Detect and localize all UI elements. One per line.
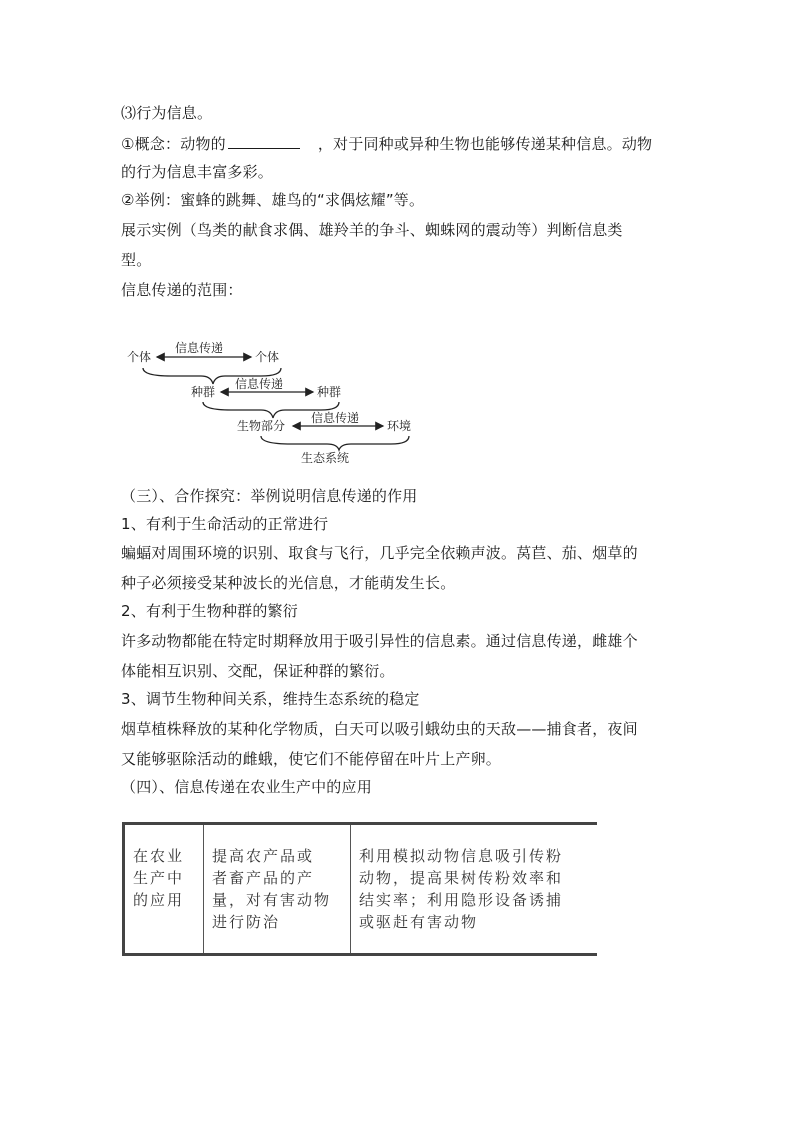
- point-1-heading: 1、有利于生命活动的正常进行: [121, 515, 329, 533]
- transfer-label-3: 信息传递: [311, 411, 360, 425]
- section-four-heading: （四）、信息传递在农业生产中的应用: [121, 778, 372, 796]
- application-table: [122, 822, 597, 956]
- example-line: ②举例：蜜蜂的跳舞、雄鸟的“求偶炫耀”等。: [121, 191, 425, 209]
- concept-line: [121, 134, 652, 154]
- individual-right-label: 个体: [255, 350, 280, 364]
- biological-part-label: 生物部分: [237, 419, 286, 433]
- point-2-text-line-1: 许多动物都能在特定时期释放用于吸引异性的信息素。通过信息传递，雌雄个: [121, 632, 638, 650]
- point-3-heading: 3、调节生物种间关系，维持生态系统的稳定: [121, 690, 420, 708]
- transfer-label-2: 信息传递: [235, 377, 284, 391]
- ecosystem-label: 生态系统: [301, 451, 350, 465]
- show-example-continuation: 型。: [121, 251, 152, 269]
- concept-continuation: 的行为信息丰富多彩。: [121, 163, 274, 181]
- concept-label: ①概念：动物的: [121, 135, 226, 153]
- table-cell-purpose: 提高农产品或 者畜产品的产 量，对有害动物 进行防治: [204, 824, 351, 955]
- environment-label: 环境: [387, 419, 412, 433]
- show-example-line: 展示实例（鸟类的献食求偶、雄羚羊的争斗、蜘蛛网的震动等）判断信息类: [121, 221, 623, 239]
- brace-3: [261, 436, 409, 450]
- population-left-label: 种群: [191, 385, 216, 399]
- table-row: [124, 824, 598, 955]
- transfer-label-1: 信息传递: [175, 341, 224, 355]
- point-2-heading: 2、有利于生物种群的繁衍: [121, 602, 298, 620]
- population-right-label: 种群: [317, 385, 342, 399]
- point-2-text-line-2: 体能相互识别、交配，保证种群的繁衍。: [121, 662, 395, 680]
- individual-left-label: 个体: [127, 350, 152, 364]
- fill-in-blank[interactable]: [228, 134, 300, 149]
- agriculture-application-table: [122, 822, 597, 958]
- point-1-text-line-2: 种子必须接受某种波长的光信息，才能萌发生长。: [121, 574, 456, 592]
- info-transfer-range-diagram: [121, 336, 435, 468]
- diagram-svg: [121, 336, 435, 468]
- section-behavior-info-heading: ⑶行为信息。: [121, 104, 213, 122]
- table-cell-category: 在农业 生产中 的应用: [124, 824, 204, 955]
- point-3-text-line-1: 烟草植株释放的某种化学物质，白天可以吸引蛾幼虫的天敌——捕食者，夜间: [121, 720, 638, 738]
- transfer-range-heading: 信息传递的范围：: [121, 281, 243, 299]
- point-3-text-line-2: 又能够驱除活动的雌蛾，使它们不能停留在叶片上产卵。: [121, 750, 502, 768]
- point-1-text-line-1: 蝙蝠对周围环境的识别、取食与飞行，几乎完全依赖声波。莴苣、茄、烟草的: [121, 544, 638, 562]
- table-cell-method: 利用模拟动物信息吸引传粉 动物，提高果树传粉效率和 结实率；利用隐形设备诱捕 或驱赶有害动物: [351, 824, 598, 955]
- concept-text: ，对于同种或异种生物也能够传递某种信息。动物: [317, 135, 653, 153]
- section-three-heading: （三）、合作探究：举例说明信息传递的作用: [121, 487, 418, 505]
